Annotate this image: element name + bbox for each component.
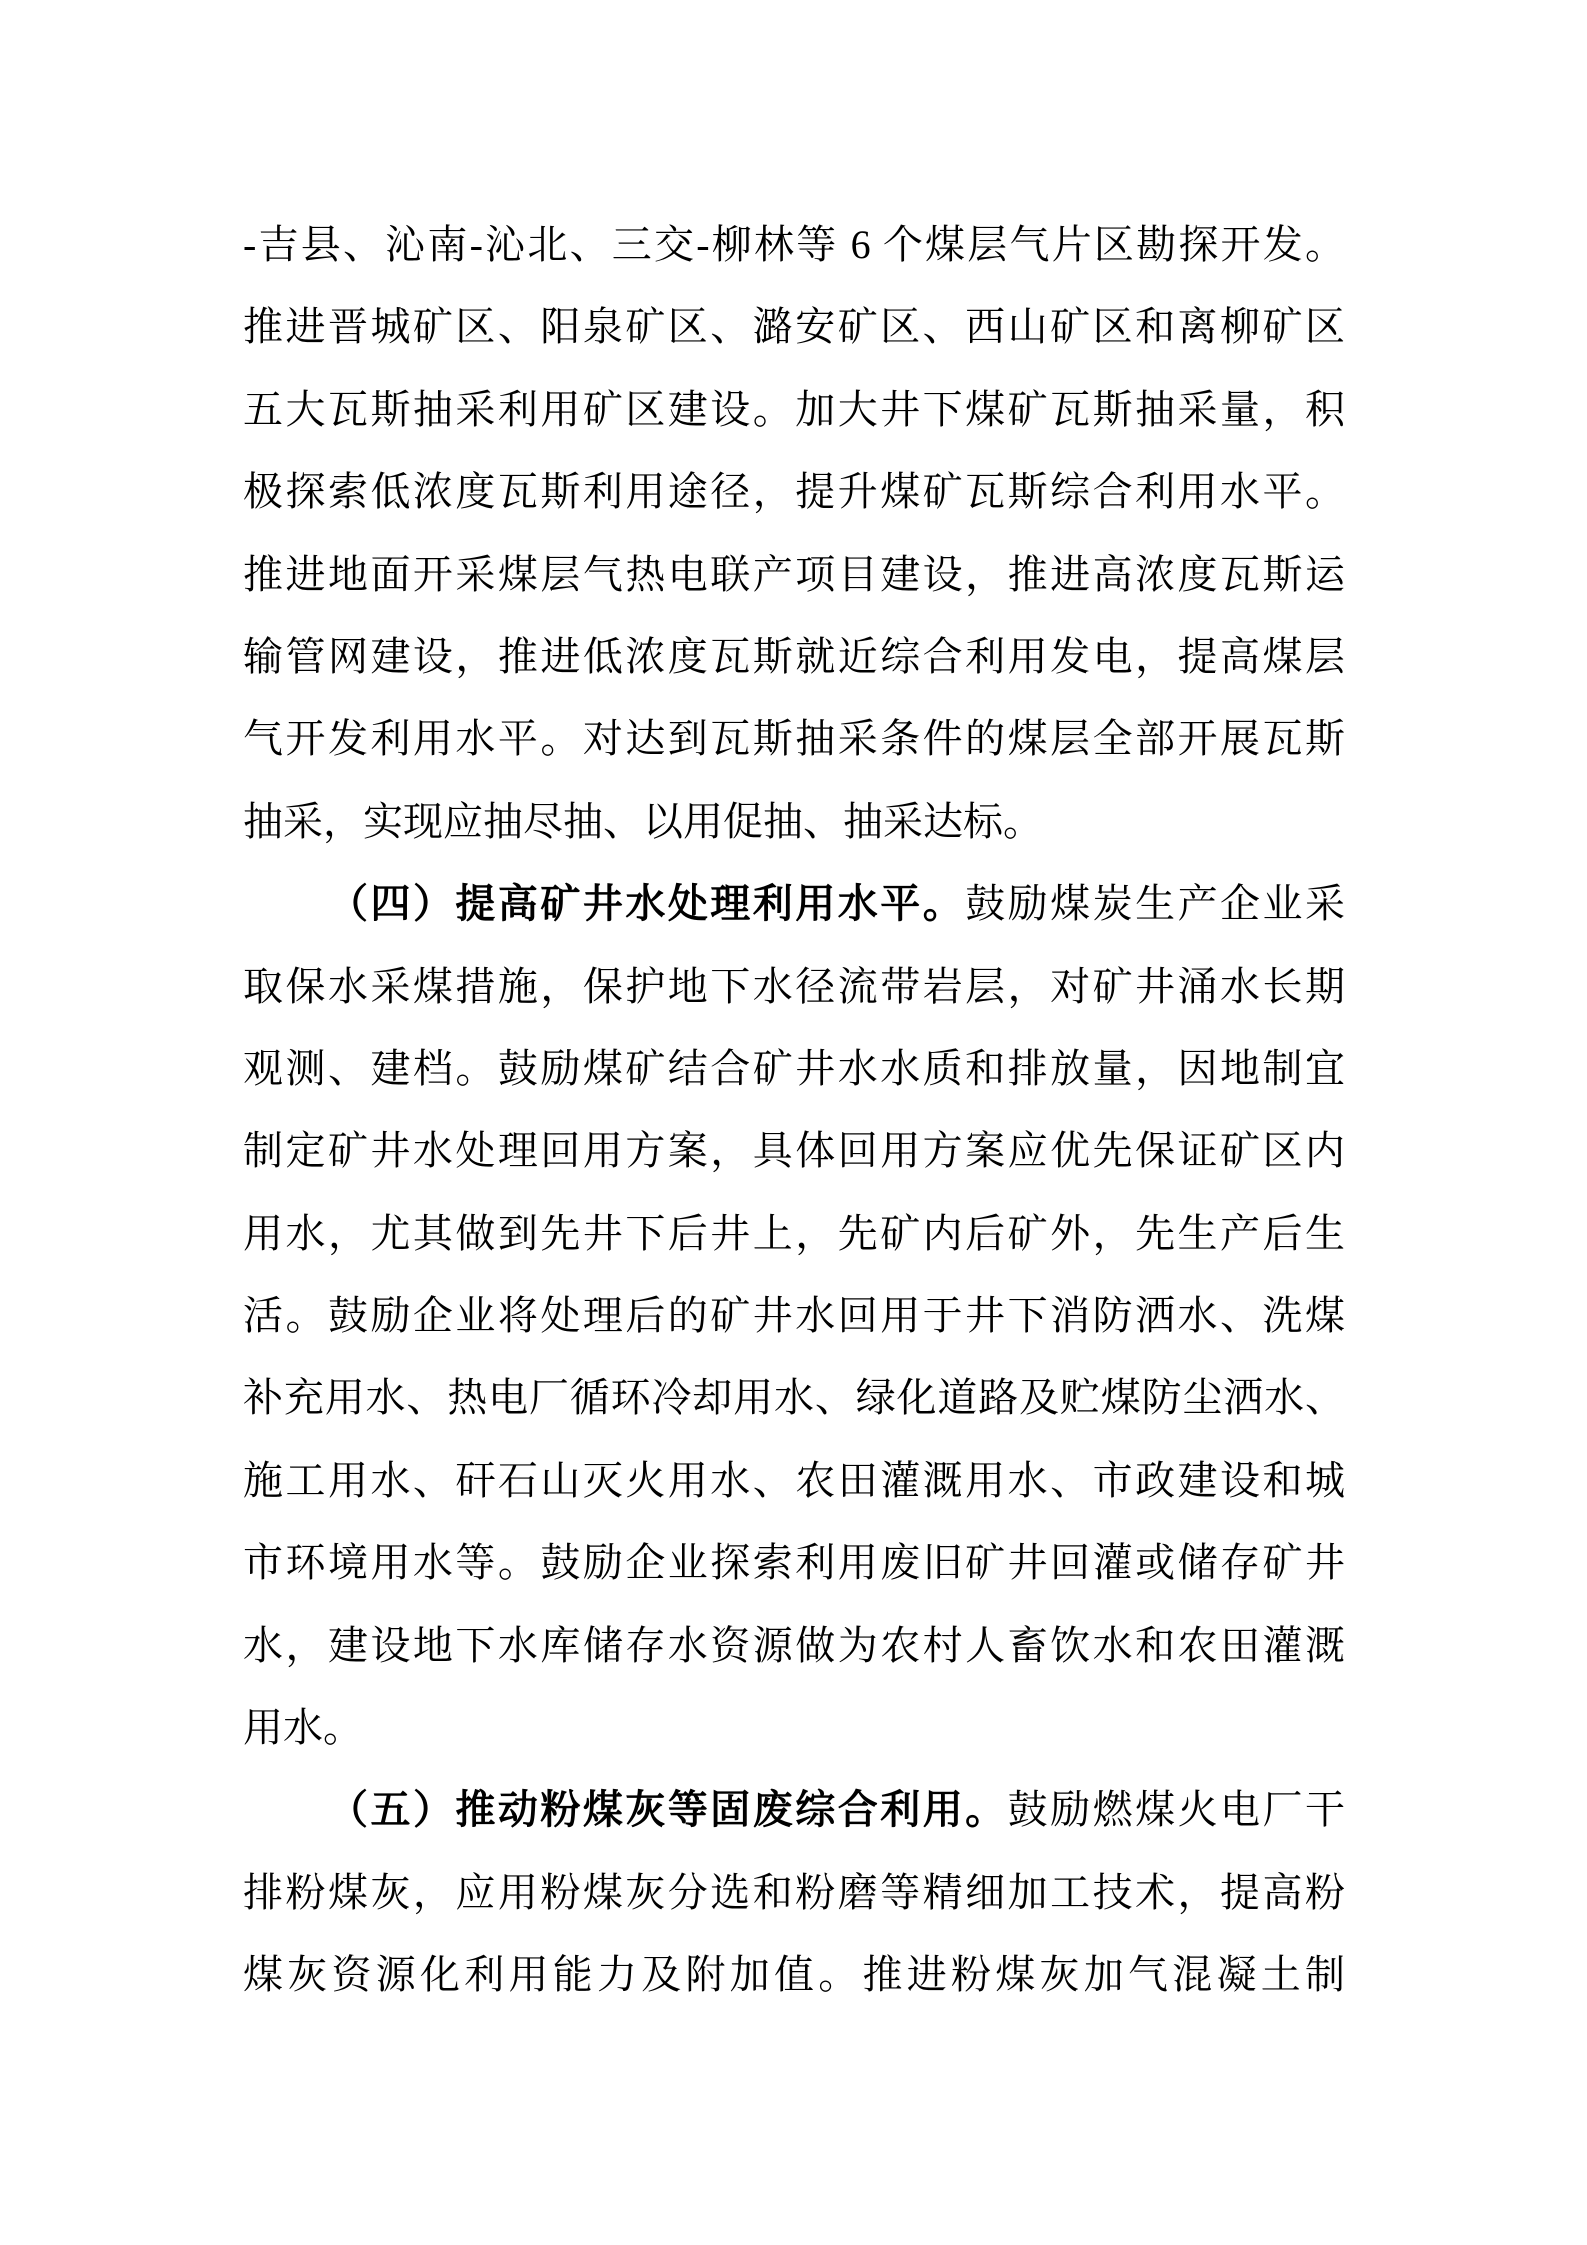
body-text: 抽采，实现应抽尽抽、以用促抽、抽采达标。 xyxy=(243,798,1043,844)
text-line xyxy=(243,1687,1345,1769)
body-text: -吉县、沁南-沁北、三交-柳林等 6 个煤层气片区勘探开发。 xyxy=(243,222,1345,267)
body-text: 活。鼓励企业将处理后的矿井水回用于井下消防洒水、洗煤 xyxy=(243,1293,1345,1339)
body-text: 用水。 xyxy=(243,1705,363,1751)
text-line xyxy=(243,1028,1345,1110)
body-text: 气开发利用水平。对达到瓦斯抽采条件的煤层全部开展瓦斯 xyxy=(243,716,1345,762)
text-line xyxy=(243,1852,1345,1934)
text-line xyxy=(243,369,1345,451)
body-text: 鼓励燃煤火电厂干 xyxy=(1007,1787,1346,1833)
text-line xyxy=(243,1193,1345,1275)
text-line xyxy=(243,698,1345,780)
text-line xyxy=(243,1275,1345,1357)
section-4-heading: （四）提高矿井水处理利用水平。 xyxy=(328,881,966,927)
body-text: 市环境用水等。鼓励企业探索利用废旧矿井回灌或储存矿井 xyxy=(243,1540,1345,1586)
text-line xyxy=(243,616,1345,698)
text-line xyxy=(243,1934,1345,2016)
section-5-heading: （五）推动粉煤灰等固废综合利用。 xyxy=(328,1787,1008,1833)
body-text: 煤灰资源化利用能力及附加值。推进粉煤灰加气混凝土制 xyxy=(243,1952,1345,1998)
body-text: 水，建设地下水库储存水资源做为农村人畜饮水和农田灌溉 xyxy=(243,1622,1345,1668)
document-body xyxy=(243,204,1345,2017)
text-line xyxy=(243,1522,1345,1604)
text-line xyxy=(243,863,1345,945)
text-line xyxy=(243,451,1345,533)
body-text: 取保水采煤措施，保护地下水径流带岩层，对矿井涌水长期 xyxy=(243,963,1345,1009)
text-line xyxy=(243,1605,1345,1687)
body-text: 制定矿井水处理回用方案，具体回用方案应优先保证矿区内 xyxy=(243,1128,1345,1174)
body-text: 五大瓦斯抽采利用矿区建设。加大井下煤矿瓦斯抽采量，积 xyxy=(243,386,1345,432)
text-line xyxy=(243,1110,1345,1192)
body-text: 用水，尤其做到先井下后井上，先矿内后矿外，先生产后生 xyxy=(243,1210,1345,1256)
text-line xyxy=(243,534,1345,616)
body-text: 推进晋城矿区、阳泉矿区、潞安矿区、西山矿区和离柳矿区 xyxy=(243,304,1345,350)
text-line xyxy=(243,1440,1345,1522)
body-text: 极探索低浓度瓦斯利用途径，提升煤矿瓦斯综合利用水平。 xyxy=(243,469,1345,515)
text-line xyxy=(243,1769,1345,1851)
text-line xyxy=(243,946,1345,1028)
body-text: 观测、建档。鼓励煤矿结合矿井水水质和排放量，因地制宜 xyxy=(243,1045,1345,1091)
text-line xyxy=(243,1357,1345,1439)
body-text: 排粉煤灰，应用粉煤灰分选和粉磨等精细加工技术，提高粉 xyxy=(243,1869,1345,1915)
text-line xyxy=(243,286,1345,368)
body-text: 输管网建设，推进低浓度瓦斯就近综合利用发电，提高煤层 xyxy=(243,633,1345,679)
text-line xyxy=(243,204,1345,286)
body-text: 推进地面开采煤层气热电联产项目建设，推进高浓度瓦斯运 xyxy=(243,551,1345,597)
body-text: 补充用水、热电厂循环冷却用水、绿化道路及贮煤防尘洒水、 xyxy=(243,1375,1345,1421)
text-line xyxy=(243,781,1345,863)
body-text: 鼓励煤炭生产企业采 xyxy=(965,881,1346,927)
body-text: 施工用水、矸石山灭火用水、农田灌溉用水、市政建设和城 xyxy=(243,1457,1345,1503)
